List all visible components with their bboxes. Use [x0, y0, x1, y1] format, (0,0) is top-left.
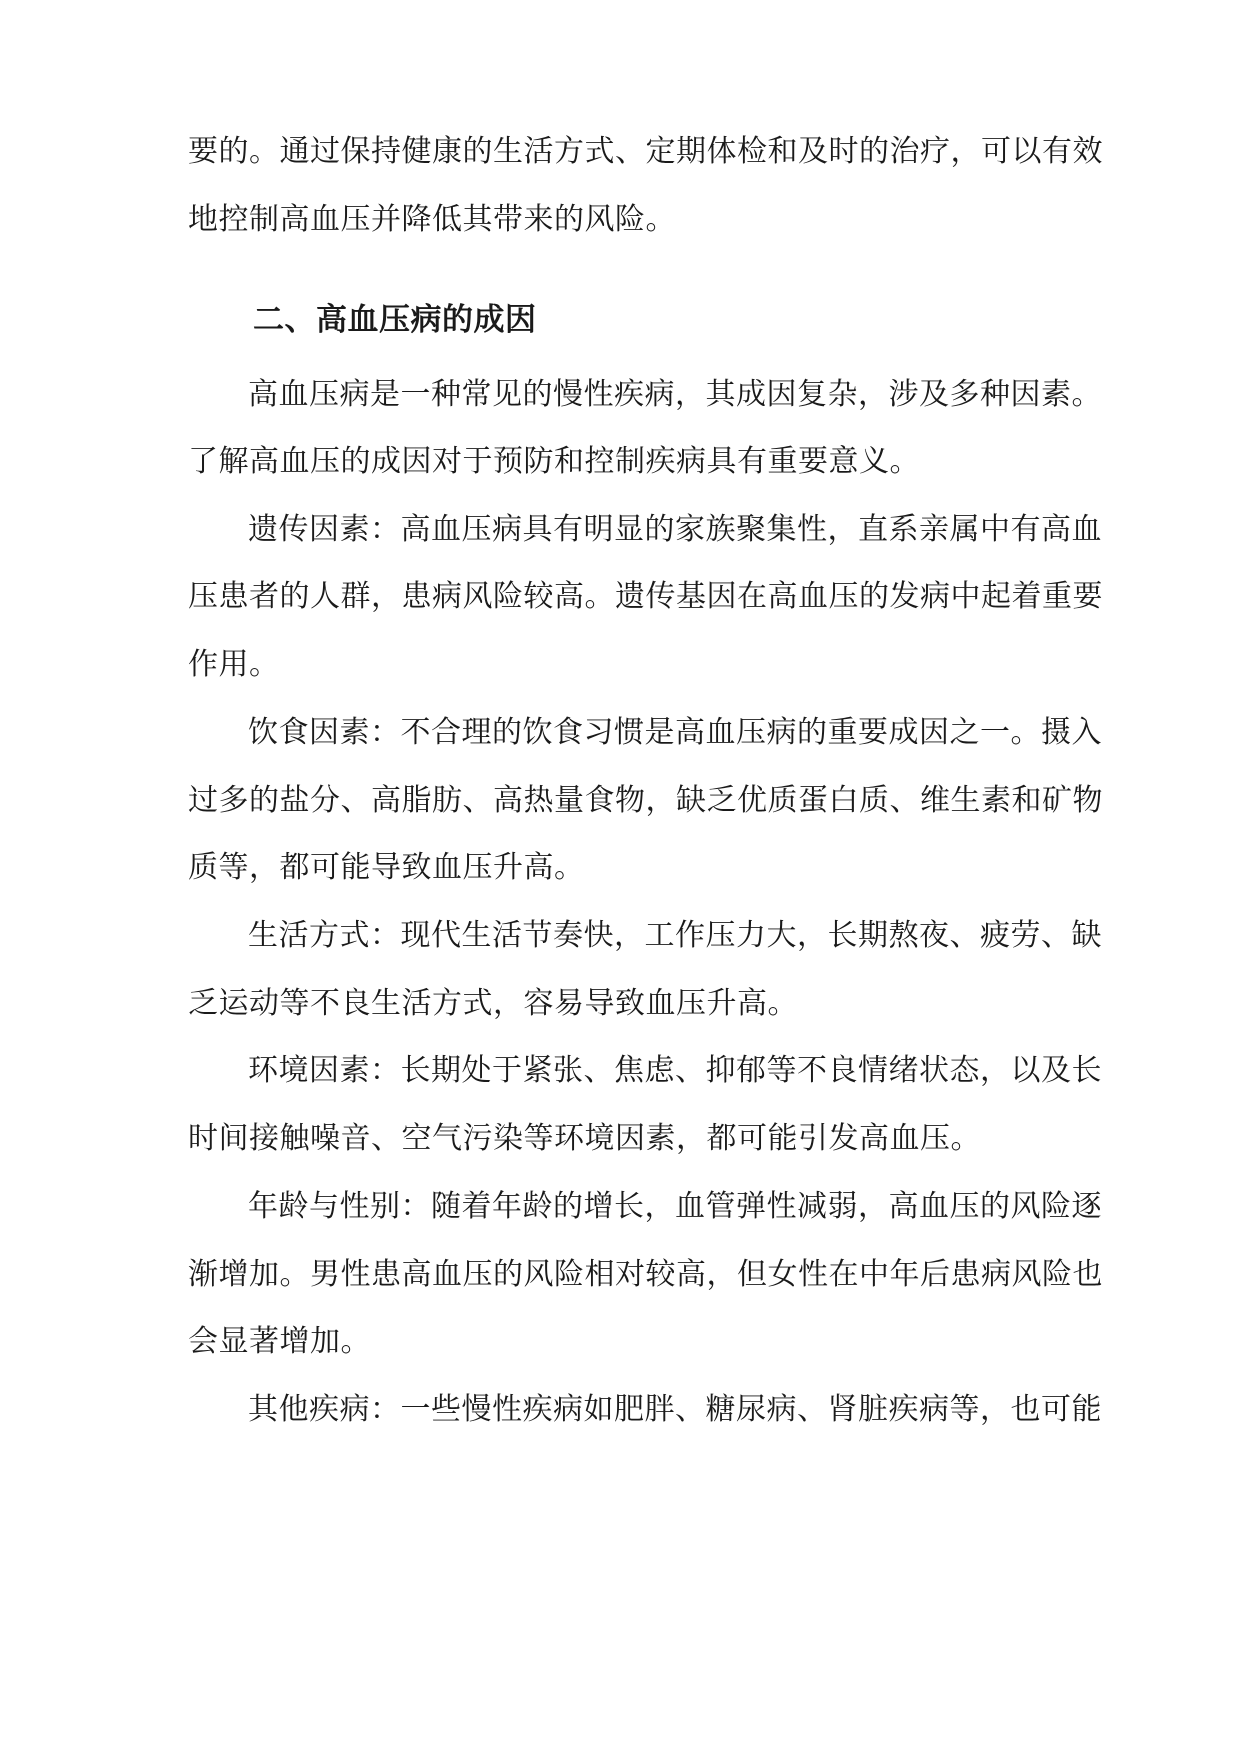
paragraph-2-line-2: 压患者的人群，患病风险较高。遗传基因在高血压的发病中起着重要	[188, 579, 1103, 614]
paragraph-4-line-1: 生活方式：现代生活节奏快，工作压力大，长期熬夜、疲劳、缺	[248, 918, 1102, 953]
paragraph-5-line-2: 时间接触噪音、空气污染等环境因素，都可能引发高血压。	[188, 1121, 981, 1156]
paragraph-3-line-1: 饮食因素：不合理的饮食习惯是高血压病的重要成因之一。摄入	[248, 715, 1102, 750]
intro-line-2: 地控制高血压并降低其带来的风险。	[188, 202, 676, 237]
section-heading: 二、高血压病的成因	[253, 302, 537, 338]
paragraph-3-line-2: 过多的盐分、高脂肪、高热量食物，缺乏优质蛋白质、维生素和矿物	[188, 783, 1103, 818]
paragraph-4-line-2: 乏运动等不良生活方式，容易导致血压升高。	[188, 986, 798, 1021]
intro-line-1: 要的。通过保持健康的生活方式、定期体检和及时的治疗，可以有效	[188, 134, 1103, 169]
paragraph-6-line-3: 会显著增加。	[188, 1324, 371, 1359]
paragraph-5-line-1: 环境因素：长期处于紧张、焦虑、抑郁等不良情绪状态，以及长	[248, 1053, 1102, 1088]
paragraph-2-line-1: 遗传因素：高血压病具有明显的家族聚集性，直系亲属中有高血	[248, 512, 1102, 547]
paragraph-7-line-1: 其他疾病：一些慢性疾病如肥胖、糖尿病、肾脏疾病等，也可能	[248, 1392, 1102, 1427]
paragraph-2-line-3: 作用。	[188, 647, 280, 682]
paragraph-1-line-2: 了解高血压的成因对于预防和控制疾病具有重要意义。	[188, 444, 920, 479]
paragraph-6-line-1: 年龄与性别：随着年龄的增长，血管弹性减弱，高血压的风险逐	[248, 1189, 1102, 1224]
paragraph-1-line-1: 高血压病是一种常见的慢性疾病，其成因复杂，涉及多种因素。	[248, 377, 1102, 412]
paragraph-6-line-2: 渐增加。男性患高血压的风险相对较高，但女性在中年后患病风险也	[188, 1257, 1103, 1292]
paragraph-3-line-3: 质等，都可能导致血压升高。	[188, 850, 585, 885]
